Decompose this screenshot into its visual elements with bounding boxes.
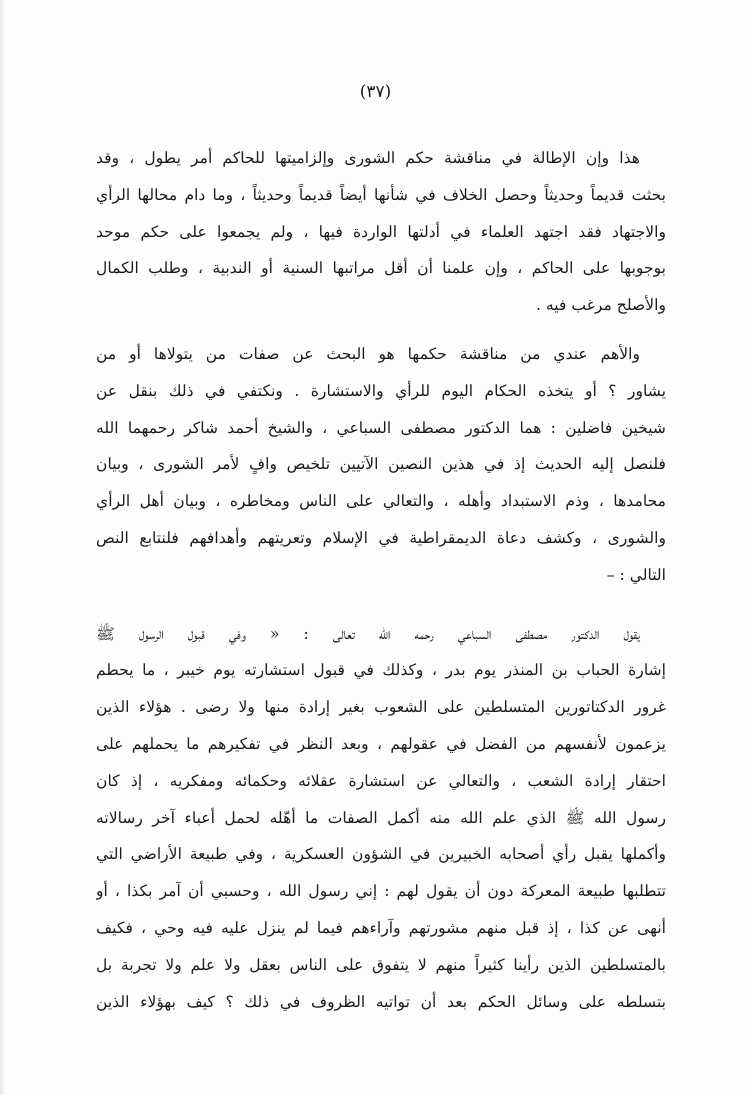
text-line: هذا وإن الإطالة في مناقشة حكم الشورى وإلزاميتها للحاكم أمر يطول ، وقد (96, 149, 640, 167)
text-line: يقول الدكتور مصطفى السباعي رحمه الله تعالى : « وفي قبول الرسول ﷺ (96, 624, 640, 643)
text-line: والاجتهاد فقد اجتهد العلماء في أدلتها الواردة فيها ، ولم يجمعوا على حكم موحد (96, 222, 666, 241)
page-number: (٣٧) (359, 82, 392, 102)
text-line: والشورى ، وكشف دعاة الديمقراطية في الإسلام وتعريتهم وأهدافهم فلنتابع النص (96, 528, 666, 547)
text-line: بوجوبها على الحاكم ، وإن علمنا أن أقل مراتبها السنية أو الندبية ، وطلب الكمال (96, 259, 666, 278)
paragraph-gap (96, 594, 666, 616)
text-line: يشاور ؟ أو يتخذه الحكام اليوم للرأي والاستشارة . ونكتفي في ذلك بنقل عن (96, 381, 666, 400)
text-line: رسول الله ﷺ الذي علم الله منه أكمل الصفات ما أهّله لحمل أعباء آخر رسالاته (96, 808, 666, 827)
paragraph-gap (96, 324, 666, 336)
text-line: والأصلح مرغب فيه . (536, 296, 666, 315)
text-line: أنهى عن كذا ، إذ قبل منهم مشورتهم وآراءهم فيما لم ينزل عليه فيه وحي ، فكيف (96, 918, 666, 937)
text-line: بتسلطه على وسائل الحكم بعد أن تواتيه الظروف في ذلك ؟ كيف بهؤلاء الذين (96, 992, 666, 1011)
text-line: تتطلبها طبيعة المعركة دون أن يقول لهم : إني رسول الله ، وحسبي أن آمر بكذا ، أو (96, 882, 666, 901)
text-line: محامدها ، وذم الاستبداد وأهله ، والتعالي على الناس ومخاطره ، وبيان أهل الرأي (96, 492, 666, 511)
text-line: غرور الدكتاتورين المتسلطين على الشعوب بغير إرادة منها ولا رضى . هؤلاء الذين (96, 698, 666, 717)
text-line: احتقار إرادة الشعب ، والتعالي عن استشارة عقلائه وحكمائه ومفكريه ، إذ كان (96, 771, 666, 790)
text-line: وأكملها يقبل رأي أصحابه الخبيرين في الشؤون العسكرية ، وفي طبيعة الأراضي التي (96, 845, 666, 864)
scan-edge-shadow (0, 0, 6, 1095)
page-body (96, 140, 666, 1020)
text-line: شيخين فاضلين : هما الدكتور مصطفى السباعي ، والشيخ أحمد شاكر رحمهما الله (96, 418, 666, 437)
text-line: يزعمون لأنفسهم من الفضل في عقولهم ، وبعد النظر في تفكيرهم ما يحملهم على (96, 734, 666, 753)
text-line: بحثت قديماً وحديثاً وحصل الخلاف في شأنها أيضاً قديماً وحديثاً ، وما دام محالها الرأي (96, 185, 666, 204)
text-line: إشارة الحباب بن المنذر يوم بدر ، وكذلك في قبول استشارته يوم خيبر ، ما يحطم (96, 661, 666, 680)
text-line: بالمتسلطين الذين رأينا كثيراً منهم لا يتفوق على الناس بعقل ولا علم ولا تجربة بل (96, 955, 666, 974)
text-line: فلنصل إليه الحديث إذ في هذين النصين الآتيين تلخيص وافٍ لأمر الشورى ، وبيان (96, 455, 666, 474)
text-line: والأهم عندي من مناقشة حكمها هو البحث عن صفات من يتولاها أو من (96, 344, 640, 363)
text-line: التالي : – (606, 565, 666, 584)
